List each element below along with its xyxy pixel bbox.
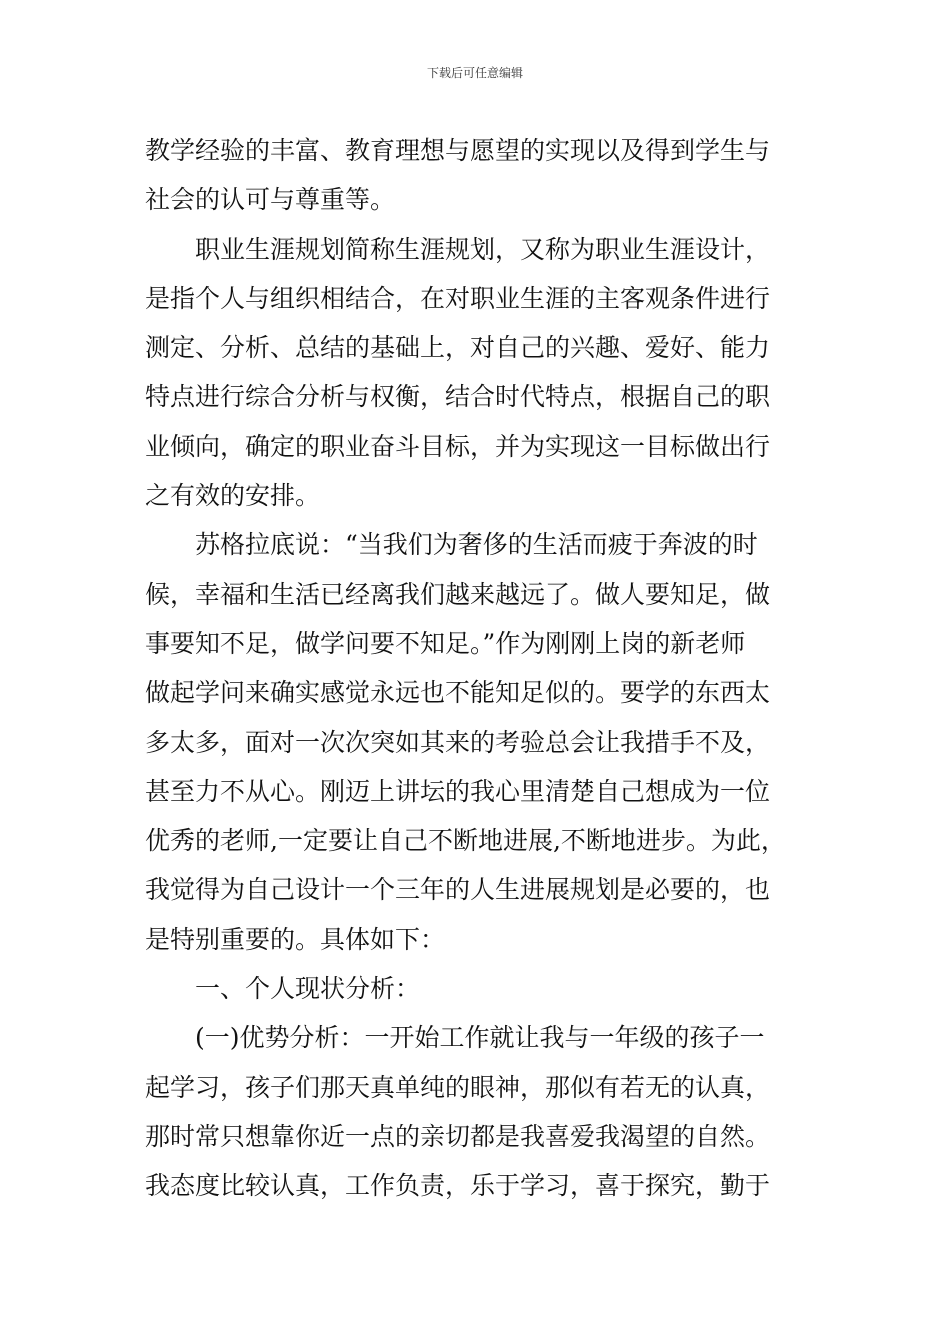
text-line: 事要知不足，做学问要不知足。”作为刚刚上岗的新老师 <box>145 628 746 658</box>
text-line: 是指个人与组织相结合，在对职业生涯的主客观条件进行 <box>145 283 771 313</box>
text-line: 做起学问来确实感觉永远也不能知足似的。要学的东西太 <box>145 678 771 708</box>
text-line: 之有效的安排。 <box>145 481 321 511</box>
text-line: 优秀的老师,一定要让自己不断地进展,不断地进步。为此， <box>145 826 786 856</box>
text-line: (一)优势分析：一开始工作就让我与一年级的孩子一 <box>195 1023 765 1053</box>
text-line: 测定、分析、总结的基础上，对自己的兴趣、爱好、能力 <box>145 333 771 363</box>
text-line: 职业生涯规划简称生涯规划，又称为职业生涯设计， <box>195 234 771 264</box>
text-line: 一、个人现状分析： <box>195 974 421 1004</box>
text-line: 甚至力不从心。刚迈上讲坛的我心里清楚自己想成为一位 <box>145 776 771 806</box>
text-line: 那时常只想靠你近一点的亲切都是我喜爱我渴望的自然。 <box>145 1121 771 1151</box>
text-line: 教学经验的丰富、教育理想与愿望的实现以及得到学生与 <box>145 136 771 165</box>
text-line: 我态度比较认真，工作负责，乐于学习，喜于探究，勤于 <box>145 1171 771 1201</box>
text-line: 业倾向，确定的职业奋斗目标，并为实现这一目标做出行 <box>145 431 771 461</box>
text-line: 多太多，面对一次次突如其来的考验总会让我措手不及， <box>145 727 771 757</box>
text-line: 特点进行综合分析与权衡，结合时代特点，根据自己的职 <box>145 382 771 412</box>
text-line: 我觉得为自己设计一个三年的人生进展规划是必要的，也 <box>145 875 771 905</box>
text-line: 苏格拉底说：“当我们为奢侈的生活而疲于奔波的时 <box>195 530 758 560</box>
text-line: 起学习，孩子们那天真单纯的眼神，那似有若无的认真， <box>145 1072 771 1102</box>
text-line: 候，幸福和生活已经离我们越来越远了。做人要知足，做 <box>145 579 771 609</box>
body-text <box>145 126 810 1211</box>
page-header: 下载后可任意编辑 <box>426 66 523 80</box>
text-line: 社会的认可与尊重等。 <box>145 185 396 215</box>
text-line: 是特别重要的。具体如下： <box>145 924 446 954</box>
